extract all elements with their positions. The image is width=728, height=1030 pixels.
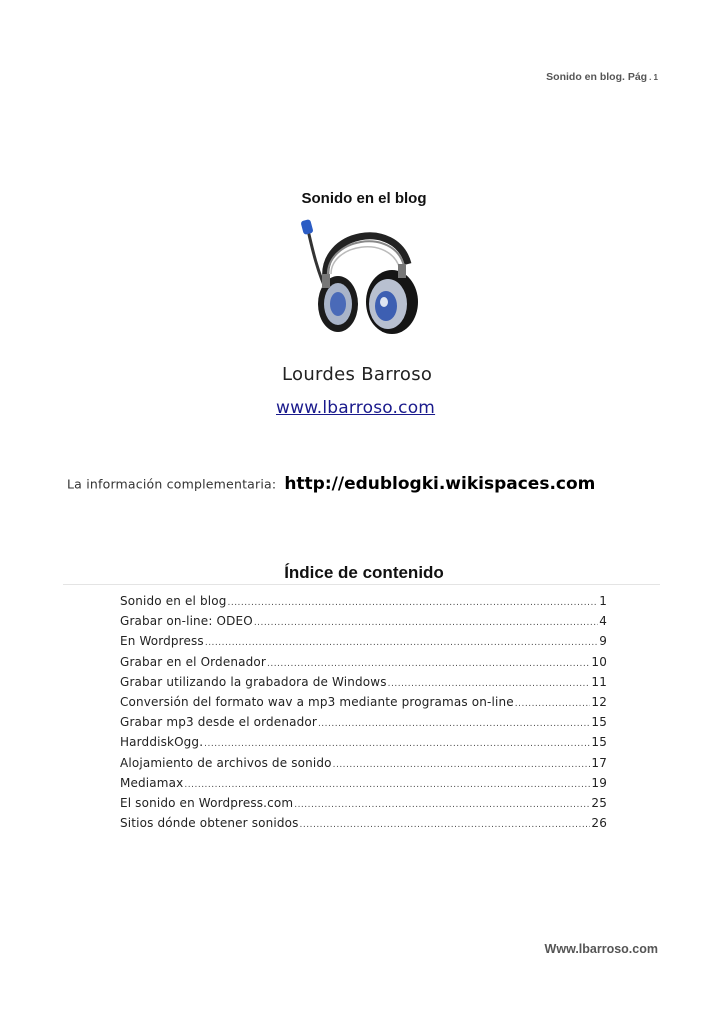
toc-leader bbox=[254, 618, 598, 628]
toc-entry-page[interactable]: 26 bbox=[591, 816, 607, 831]
toc-leader bbox=[318, 719, 590, 729]
toc-entry-title[interactable]: Sonido en el blog bbox=[120, 594, 227, 608]
document-title-block bbox=[0, 190, 728, 207]
toc-heading bbox=[0, 563, 728, 583]
info-label: La información complementaria: bbox=[67, 476, 277, 492]
toc-entry-page[interactable]: 11 bbox=[591, 674, 607, 689]
page-header bbox=[546, 71, 658, 83]
toc-entry-page[interactable]: 9 bbox=[599, 634, 607, 649]
toc-entry-title[interactable]: Grabar mp3 desde el ordenador bbox=[120, 715, 317, 730]
toc-entry[interactable] bbox=[120, 594, 607, 614]
toc-leader bbox=[204, 739, 590, 749]
page-footer: Www.lbarroso.com bbox=[544, 942, 658, 956]
header-title: Sonido en blog bbox=[546, 71, 622, 83]
toc-entry-page[interactable]: 17 bbox=[591, 755, 607, 770]
toc-entry-page[interactable]: 19 bbox=[591, 775, 607, 790]
toc-entry-page[interactable]: 1 bbox=[599, 594, 607, 608]
toc-divider bbox=[63, 584, 660, 585]
toc-heading-text: Índice de contenido bbox=[284, 563, 444, 582]
author-name: Lourdes Barroso bbox=[282, 364, 433, 385]
toc-entry-title[interactable]: Alojamiento de archivos de sonido bbox=[120, 755, 332, 770]
info-line bbox=[67, 474, 595, 494]
headphones-icon bbox=[298, 214, 423, 338]
toc-leader bbox=[294, 800, 590, 810]
toc-entry-page[interactable]: 15 bbox=[591, 735, 607, 750]
toc-entry[interactable] bbox=[120, 735, 607, 755]
toc-entry[interactable] bbox=[120, 614, 607, 634]
toc-entry-title[interactable]: El sonido en Wordpress.com bbox=[120, 795, 294, 810]
toc-entry-title[interactable]: HarddiskOgg. bbox=[120, 735, 204, 750]
toc-entry[interactable] bbox=[120, 816, 607, 836]
toc-entry-title[interactable]: Grabar utilizando la grabadora de Windows bbox=[120, 674, 387, 689]
document-title: Sonido en el blog bbox=[301, 190, 427, 207]
toc-entry-page[interactable]: 12 bbox=[591, 694, 607, 709]
toc-entry[interactable] bbox=[120, 715, 607, 735]
toc-list bbox=[120, 594, 607, 836]
toc-entry[interactable] bbox=[120, 634, 607, 654]
info-url-link[interactable]: http://edublogki.wikispaces.com bbox=[284, 474, 596, 494]
toc-entry[interactable] bbox=[120, 655, 607, 675]
toc-entry[interactable] bbox=[120, 675, 607, 695]
toc-entry[interactable] bbox=[120, 796, 607, 816]
header-page-label: . Pág bbox=[622, 71, 648, 83]
toc-entry[interactable] bbox=[120, 756, 607, 776]
toc-leader bbox=[333, 760, 591, 770]
header-page-number: . 1 bbox=[649, 73, 658, 82]
toc-leader bbox=[515, 699, 591, 709]
toc-entry-title[interactable]: Sitios dónde obtener sonidos bbox=[120, 816, 299, 831]
toc-entry[interactable] bbox=[120, 776, 607, 796]
toc-entry-title[interactable]: Conversión del formato wav a mp3 mediante programas on-line bbox=[120, 694, 514, 709]
toc-entry-page[interactable]: 25 bbox=[591, 795, 607, 810]
toc-entry-title[interactable]: Mediamax bbox=[120, 775, 184, 790]
toc-leader bbox=[300, 820, 591, 830]
toc-entry-page[interactable]: 4 bbox=[599, 614, 607, 629]
toc-entry-title[interactable]: En Wordpress bbox=[120, 634, 204, 649]
toc-entry-title[interactable]: Grabar on-line: ODEO bbox=[120, 614, 253, 629]
toc-leader bbox=[227, 598, 598, 608]
toc-entry[interactable] bbox=[120, 695, 607, 715]
website-link[interactable]: www.lbarroso.com bbox=[276, 398, 436, 418]
toc-leader bbox=[388, 679, 591, 689]
toc-leader bbox=[267, 659, 590, 669]
toc-entry-page[interactable]: 15 bbox=[591, 715, 607, 730]
toc-leader bbox=[184, 780, 590, 790]
toc-entry-title[interactable]: Grabar en el Ordenador bbox=[120, 654, 266, 669]
toc-entry-page[interactable]: 10 bbox=[591, 654, 607, 669]
toc-leader bbox=[205, 638, 598, 648]
